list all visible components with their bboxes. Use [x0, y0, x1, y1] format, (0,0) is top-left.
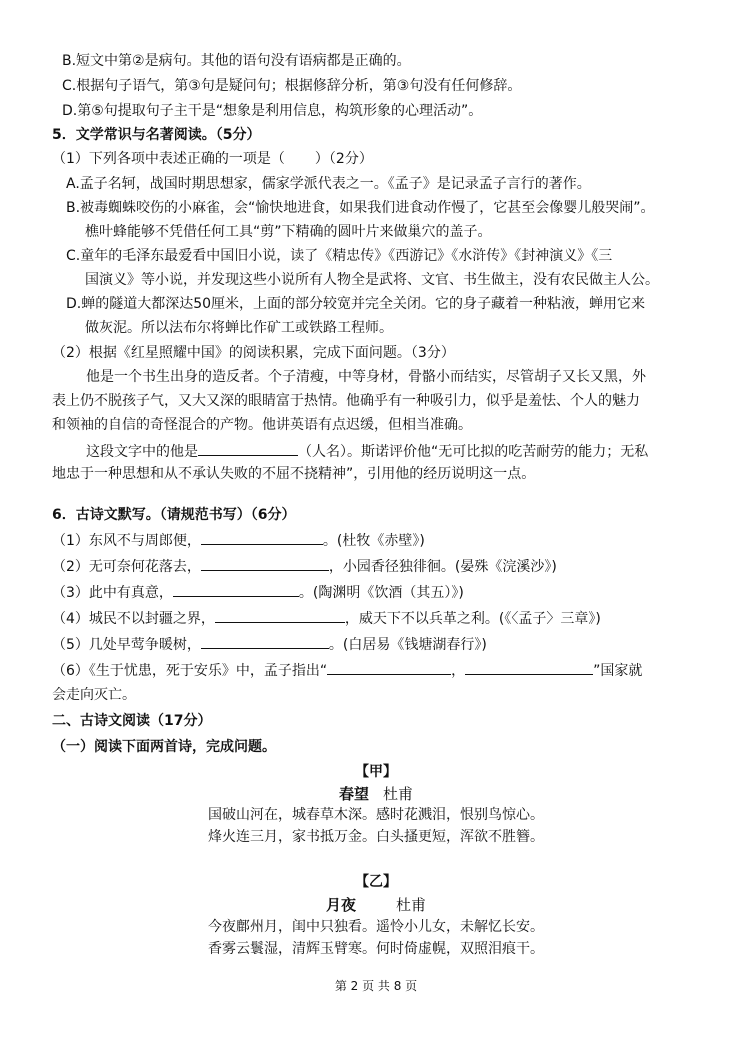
poem-jia-title: 春望 — [338, 785, 369, 803]
q5-option-b-line2: 樵叶蜂能够不凭借任何工具“剪”下精确的圆叶片来做巢穴的盖子。 — [85, 224, 492, 240]
q6-item-4-source: ，威天下不以兵革之利。(《〈孟子〉三章》) — [344, 611, 601, 627]
q6-item-4-text: （4）城民不以封疆之界， — [52, 611, 215, 627]
q5-option-c-line2: 国演义》等小说，并发现这些小说所有人物全是武将、文官、书生做主，没有农民做主人公。 — [85, 272, 659, 288]
q5-option-c-line1: C.童年的毛泽东最爱看中国旧小说，读了《精忠传》《西游记》《水浒传》《封神演义》《三 — [66, 248, 613, 264]
q4-option-c: C.根据句子语气，第③句是疑问句；根据修辞分析，第③句没有任何修辞。 — [62, 78, 522, 94]
q5-question — [86, 441, 648, 461]
q5-heading: 5．文学常识与名著阅读。（5分） — [52, 127, 261, 143]
poem-jia-line2: 烽火连三月，家书抵万金。白头搔更短，浑欲不胜簪。 — [208, 829, 544, 845]
poem-jia-label: 【甲】 — [355, 764, 397, 780]
q6-item-3-source: 。(陶渊明《饮酒（其五）》) — [298, 585, 464, 601]
q5-sub2: （2）根据《红星照耀中国》的阅读积累，完成下面问题。（3分） — [52, 345, 455, 361]
q6-item-3-text: （3）此中有真意， — [52, 585, 173, 601]
q6-item-5-text: （5）几处早莺争暖树， — [52, 637, 201, 653]
q5-sub1-suffix: ）（2分） — [314, 151, 373, 167]
answer-blank-6a[interactable] — [327, 660, 451, 675]
q5-question-mid: （人名）。斯诺评价他“无可比拟的吃苦耐劳的能力；无私 — [298, 444, 649, 460]
answer-blank-2[interactable] — [201, 556, 329, 571]
passage-line-3: 和领袖的自信的奇怪混合的产物。他讲英语有点迟缓，但相当准确。 — [52, 417, 472, 433]
q6-item-5 — [52, 634, 487, 654]
q6-item-5-source: 。(白居易《钱塘湖春行》) — [328, 637, 487, 653]
section-2-heading: 二、古诗文阅读（17分） — [52, 713, 212, 729]
q4-option-d: D.第⑤句提取句子主干是“想象是利用信息，构筑形象的心理活动”。 — [62, 103, 483, 119]
poem-yi-label: 【乙】 — [355, 874, 397, 890]
q6-item-2-source: ，小园香径独徘徊。(晏殊《浣溪沙》) — [328, 559, 557, 575]
q6-item-6 — [52, 660, 642, 680]
q6-item-1-text: （1）东风不与周郎便， — [52, 533, 201, 549]
q5-question-prefix: 这段文字中的他是 — [86, 444, 198, 460]
q6-item-2 — [52, 556, 557, 576]
q6-item-2-text: （2）无可奈何花落去， — [52, 559, 201, 575]
answer-blank-1[interactable] — [201, 530, 323, 545]
q6-item-3 — [52, 582, 464, 602]
passage-line-1: 他是一个书生出身的造反者。个子清瘦，中等身材，骨骼小而结实，尽管胡子又长又黑，外 — [86, 369, 646, 385]
person-name-blank[interactable] — [198, 441, 298, 456]
q5-option-b-line1: B.被毒蜘蛛咬伤的小麻雀，会“愉快地进食，如果我们进食动作慢了，它甚至会像婴儿般哭闹”。 — [66, 200, 655, 216]
poem-yi-author: 杜甫 — [396, 896, 427, 914]
q6-item-1-source: 。(杜牧《赤壁》) — [322, 533, 425, 549]
q6-item-4 — [52, 608, 601, 628]
q5-option-d-line1: D.蝉的隧道大都深达50厘米，上面的部分较宽并完全关闭。它的身子藏着一种粘液，蝉用它来 — [66, 296, 646, 312]
answer-blank-6b[interactable] — [465, 660, 593, 675]
answer-blank-4[interactable] — [215, 608, 345, 623]
poem-yi-line1: 今夜鄜州月，闺中只独看。遥怜小儿女，未解忆长安。 — [208, 919, 544, 935]
q6-item-6-suffix: ”国家就 — [593, 663, 643, 679]
poem-yi-title: 月夜 — [325, 896, 356, 914]
page-number-footer: 第 2 页 共 8 页 — [334, 979, 418, 993]
q6-item-1 — [52, 530, 425, 550]
poem-yi-line2: 香雾云鬟湿，清辉玉臂寒。何时倚虚幌，双照泪痕干。 — [208, 941, 544, 957]
passage-line-2: 表上仍不脱孩子气，又大又深的眼睛富于热情。他确乎有一种吸引力，似乎是羞怯、个人的魅力 — [52, 393, 640, 409]
q4-option-b: B.短文中第②是病句。其他的语句没有语病都是正确的。 — [62, 53, 411, 69]
q6-heading: 6．古诗文默写。（请规范书写）（6分） — [52, 507, 296, 523]
answer-blank-3[interactable] — [173, 582, 299, 597]
poem-jia-author: 杜甫 — [383, 785, 414, 803]
q5-sub1-prefix: （1）下列各项中表述正确的一项是（ — [52, 151, 285, 167]
poem-jia-line1: 国破山河在，城春草木深。感时花溅泪，恨别鸟惊心。 — [208, 807, 544, 823]
answer-blank-5[interactable] — [201, 634, 329, 649]
q5-option-d-line2: 做灰泥。所以法布尔将蝉比作矿工或铁路工程师。 — [85, 320, 393, 336]
q6-item-6-line2: 会走向灭亡。 — [52, 687, 136, 703]
section-2-sub1: （一）阅读下面两首诗，完成问题。 — [52, 739, 276, 755]
q5-sub1 — [52, 150, 373, 168]
poem-jia-header — [0, 785, 752, 803]
poem-yi-header — [0, 896, 752, 914]
q6-item-6-text: （6）《生于忧患，死于安乐》中，孟子指出“ — [52, 663, 328, 679]
q5-option-a: A.孟子名轲，战国时期思想家，儒家学派代表之一。《孟子》是记录孟子言行的著作。 — [66, 176, 591, 192]
q5-question-line2: 地忠于一种思想和从不承认失败的不屈不挠精神”，引用他的经历说明这一点。 — [52, 466, 536, 482]
q6-item-6-comma: ， — [451, 663, 466, 679]
